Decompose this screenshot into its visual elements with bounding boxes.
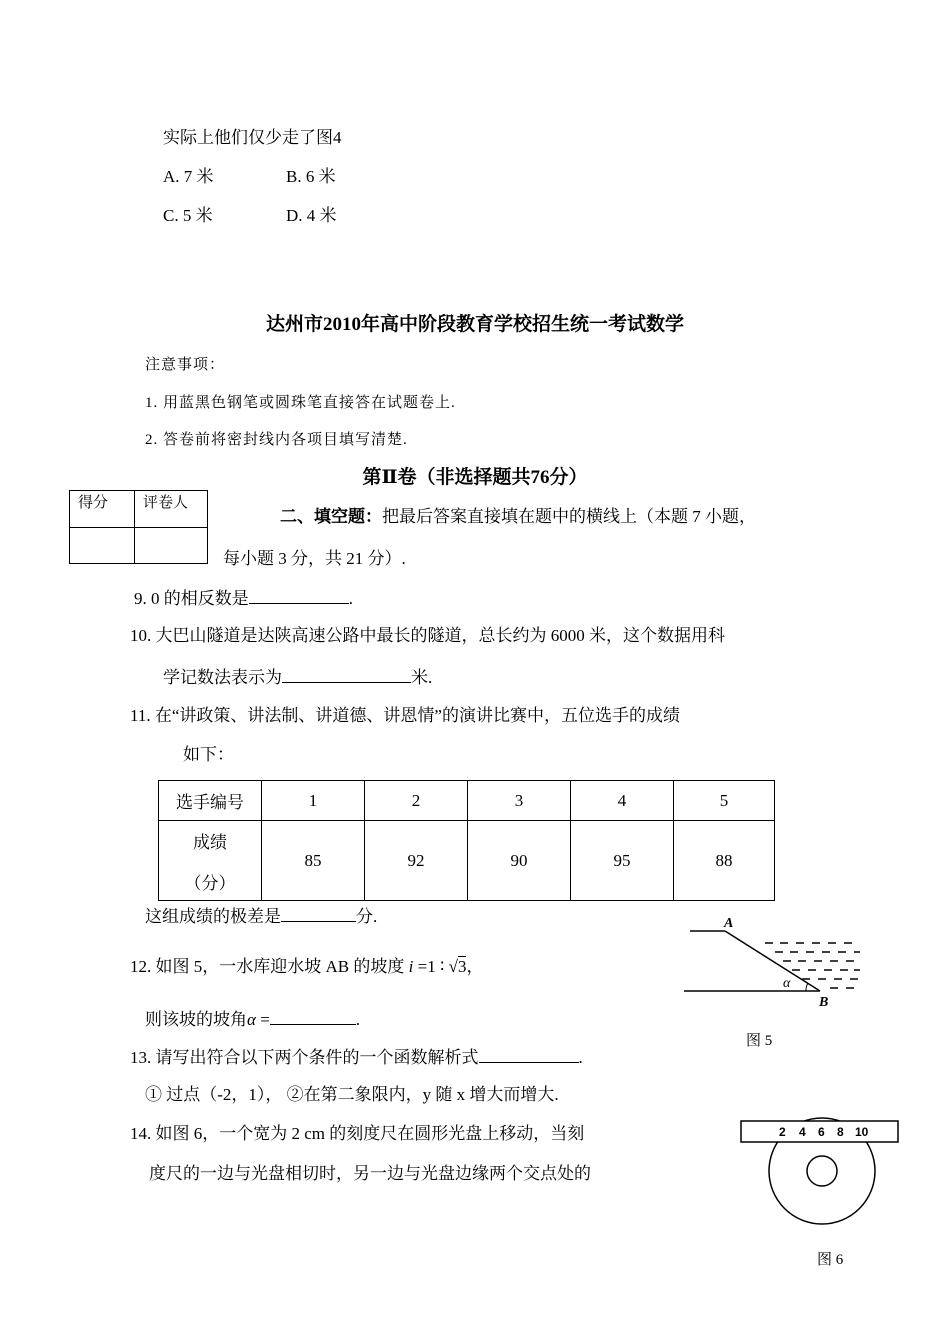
q13-text: 13. 请写出符合以下两个条件的一个函数解析式: [130, 1048, 479, 1067]
q12-line2-text: 则该坡的坡角: [145, 1010, 247, 1029]
fig5-label-b: B: [819, 995, 829, 1010]
q9-answer-blank[interactable]: [249, 587, 349, 604]
player-number: 3: [468, 781, 571, 821]
q12-line2-suffix: .: [355, 1010, 361, 1029]
q13-answer-blank[interactable]: [479, 1046, 579, 1063]
q14-line2: 度尺的一边与光盘相切时，另一边与光盘边缘两个交点处的: [149, 1164, 591, 1183]
score-label-a: 成绩: [193, 832, 227, 852]
player-score: 85: [262, 821, 365, 901]
q11-line2: 如下：: [183, 745, 234, 764]
section2-desc2: 每小题 3 分，共 21 分）.: [223, 549, 406, 568]
q12-eq: =: [255, 1010, 270, 1029]
section2-line: [280, 507, 756, 527]
option-a: A. 7 米: [163, 167, 214, 186]
notice-title: 注意事项：: [145, 357, 226, 373]
alpha-symbol: α: [247, 1010, 256, 1029]
q9: [134, 587, 353, 609]
option-b: B. 6 米: [286, 167, 336, 186]
fig6-tick: 4: [799, 1125, 806, 1139]
q12-suffix: ，: [466, 957, 484, 976]
player-number: 2: [365, 781, 468, 821]
fig6-tick: 2: [779, 1125, 786, 1139]
score-box: [69, 490, 208, 564]
notice-item-2: 2. 答卷前将密封线内各项目填写清楚.: [145, 432, 408, 448]
score-table: [158, 780, 775, 901]
player-score: 88: [674, 821, 775, 901]
q11-line1: 11. 在“讲政策、讲法制、讲道德、讲恩情”的演讲比赛中，五位选手的成绩: [130, 706, 680, 725]
option-d: D. 4 米: [286, 206, 337, 225]
q10-answer-blank[interactable]: [282, 666, 411, 683]
figure-5: [680, 915, 870, 1015]
figure-6: [735, 1115, 905, 1230]
q11-after: [145, 905, 377, 927]
score-label-b: （分）: [184, 873, 236, 893]
q10-text: 学记数法表示为: [163, 668, 282, 687]
q11-after-suffix: 分.: [356, 907, 378, 926]
player-score: 95: [571, 821, 674, 901]
part-title: 第Ⅱ卷（非选择题共76分）: [362, 467, 588, 488]
q10-line1: 10. 大巴山隧道是达陕高速公路中最长的隧道，总长约为 6000 米，这个数据用科: [130, 626, 725, 645]
q13-line1: [130, 1046, 583, 1068]
q11-answer-blank[interactable]: [281, 905, 356, 922]
fig6-tick: 6: [818, 1125, 825, 1139]
q13-suffix: .: [578, 1048, 583, 1067]
fig5-caption: 图 5: [746, 1033, 773, 1049]
q12-answer-blank[interactable]: [270, 1008, 356, 1025]
q12-line2: [145, 1008, 360, 1030]
sqrt-radicand: 3: [457, 957, 467, 976]
option-c: C. 5 米: [163, 206, 213, 225]
q12-line1: [130, 957, 483, 977]
grader-cell: [135, 528, 208, 564]
intro-line: 实际上他们仅少走了图4: [163, 128, 342, 147]
section2-heading: 二、填空题：: [280, 507, 382, 526]
exam-title: 达州市2010年高中阶段教育学校招生统一考试数学: [265, 314, 684, 335]
notice-item-1: 1. 用蓝黑色钢笔或圆珠笔直接答在试题卷上.: [145, 395, 456, 411]
fig6-tick: 8: [837, 1125, 844, 1139]
player-score: 90: [468, 821, 571, 901]
score-label: 得分: [70, 491, 135, 528]
player-number: 4: [571, 781, 674, 821]
q9-suffix: .: [348, 589, 353, 608]
table-header-label: 选手编号: [159, 781, 262, 821]
table-score-label: [159, 821, 262, 901]
slope-eq: =1 ∶: [413, 957, 449, 976]
q12-text: 12. 如图 5，一水库迎水坡 AB 的坡度: [130, 957, 405, 976]
q10-line2: [163, 666, 432, 688]
slope-symbol: i: [408, 957, 414, 976]
q13-line2: ① 过点（-2，1）， ②在第二象限内，y 随 x 增大而增大.: [145, 1085, 559, 1104]
q14-line1: 14. 如图 6，一个宽为 2 cm 的刻度尺在圆形光盘上移动，当刻: [130, 1124, 585, 1143]
player-number: 5: [674, 781, 775, 821]
q11-after-text: 这组成绩的极差是: [145, 907, 281, 926]
sqrt-icon: √3: [448, 957, 467, 976]
q10-suffix: 米.: [411, 668, 433, 687]
player-number: 1: [262, 781, 365, 821]
q9-text: 9. 0 的相反数是: [134, 589, 249, 608]
fig5-label-a: A: [724, 916, 734, 931]
fig6-tick: 10: [855, 1125, 869, 1139]
section2-desc: 把最后答案直接填在题中的横线上（本题 7 小题，: [382, 507, 756, 526]
fig5-label-alpha: α: [783, 976, 791, 991]
player-score: 92: [365, 821, 468, 901]
score-cell: [70, 528, 135, 564]
fig6-caption: 图 6: [817, 1252, 844, 1268]
grader-label: 评卷人: [135, 491, 208, 528]
